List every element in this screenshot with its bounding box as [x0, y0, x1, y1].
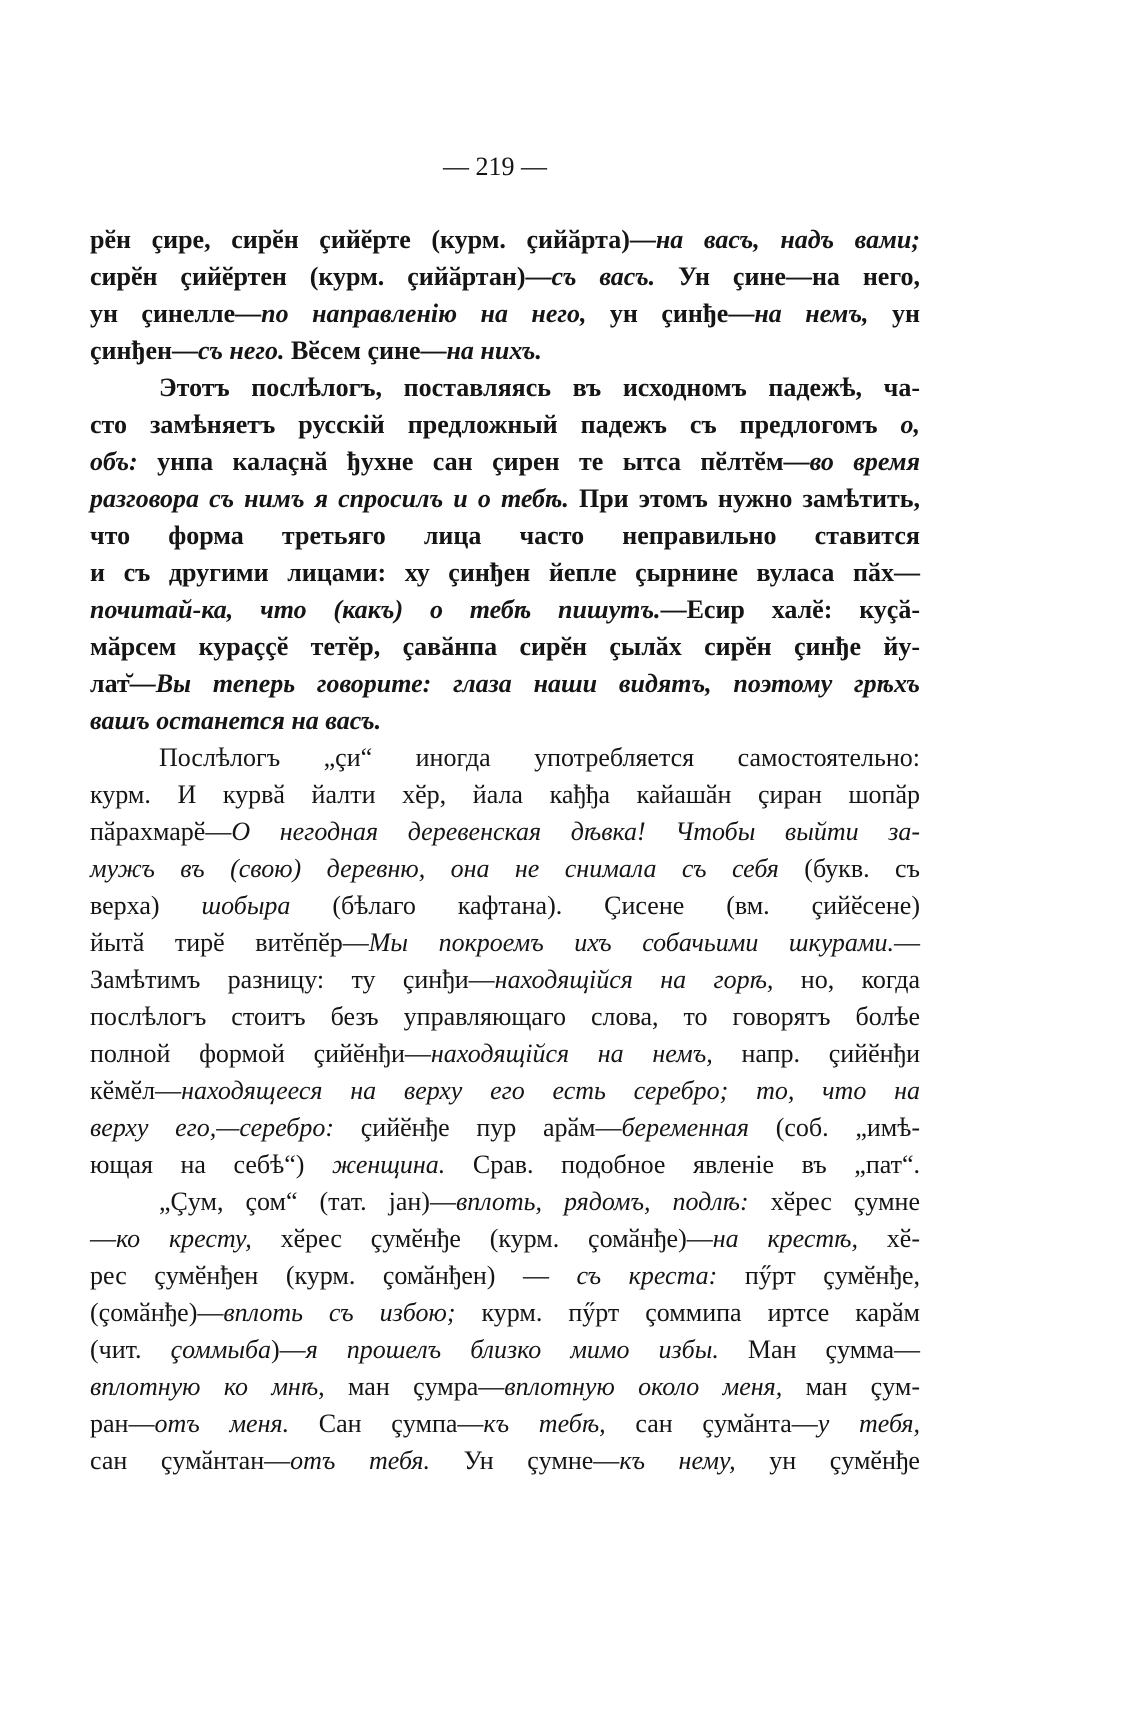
italic-gloss-run: разговора съ нимъ я спросилъ и о тебѣ.: [90, 484, 569, 513]
text-line: [90, 1294, 920, 1331]
body-text-run: хӗрес çумне: [748, 1187, 920, 1216]
body-text-run: верха): [90, 891, 202, 920]
italic-gloss-run: во время: [809, 447, 920, 476]
text-line: [90, 1257, 920, 1294]
text-line: [90, 702, 920, 739]
italic-gloss-run: съ него.: [198, 336, 285, 365]
text-line: [90, 591, 920, 628]
italic-gloss-run: на васъ, надъ вами;: [655, 225, 920, 254]
body-text-run: рӗн çире, сирӗн çийӗрте (курм. çийӑрта)—: [90, 225, 656, 254]
body-text-run: сто замѣняетъ русскій предложный падежъ съ предлогомъ: [90, 410, 901, 439]
body-text-run: При этомъ нужно замѣтить,: [568, 484, 920, 513]
text-line: [90, 332, 920, 369]
text-line: [90, 517, 920, 554]
body-text-run: ун çумӗнђе: [735, 1446, 920, 1475]
italic-gloss-run: я прошелъ близко мимо избы.: [305, 1335, 719, 1364]
body-text-run: ман çумра—: [324, 1372, 505, 1401]
body-text-run: хӗрес çумӗнђе (курм. çомӑнђе)—: [251, 1224, 713, 1253]
body-text-run: Ман çумма—: [718, 1335, 920, 1364]
italic-gloss-run: верху его,—серебро:: [90, 1113, 335, 1142]
text-line: [90, 443, 920, 480]
text-line: [90, 1035, 920, 1072]
body-text-run: курм. И курвӑ йалти хӗр, йала кађђа кайашӑн çиран шопӑр: [90, 780, 920, 809]
body-text-run: что форма третьяго лица часто неправильно ставится: [90, 521, 920, 550]
text-line: [90, 1183, 920, 1220]
text-line: [90, 739, 920, 776]
body-text-run: сан çумӑнтан—: [90, 1446, 291, 1475]
italic-gloss-run: çоммыба: [170, 1335, 272, 1364]
italic-gloss-run: съ васъ.: [551, 262, 656, 291]
text-line: [90, 1442, 920, 1479]
italic-gloss-run: на крестѣ,: [712, 1224, 858, 1253]
body-text-run: çийӗнђе пур арӑм—: [334, 1113, 622, 1142]
italic-gloss-run: объ:: [90, 447, 138, 476]
body-text-run: Ун çине—на него,: [655, 262, 921, 291]
body-text-run: напр. çийӗнђи: [712, 1039, 920, 1068]
body-text-run: сирӗн çийӗртен (курм. çийӑртан)—: [90, 262, 552, 291]
italic-gloss-run: отъ тебя.: [290, 1446, 430, 1475]
italic-gloss-run: отъ меня.: [154, 1409, 290, 1438]
italic-gloss-run: мужъ въ (свою) деревню, она не снимала съ себя: [90, 854, 779, 883]
italic-gloss-run: у тебя,: [817, 1409, 921, 1438]
body-text-run: рес çумӗнђен (курм. çомӑнђен) —: [90, 1261, 577, 1290]
body-text-run: —: [893, 928, 920, 957]
italic-gloss-run: находящійся на горѣ,: [494, 965, 774, 994]
page-body: [90, 221, 920, 1479]
italic-gloss-run: на нихъ.: [446, 336, 542, 365]
body-text-run: ющая на себѣ“): [90, 1150, 332, 1179]
paragraph: [90, 221, 920, 369]
paragraph: [90, 739, 920, 1183]
body-text-run: (чит.: [90, 1335, 171, 1364]
body-text-run: ун: [868, 299, 920, 328]
body-text-run: но, когда: [773, 965, 921, 994]
body-text-run: ун çинђе—: [586, 299, 755, 328]
italic-gloss-run: о,: [900, 410, 920, 439]
text-line: [90, 1220, 920, 1257]
text-line: [90, 665, 920, 702]
text-line: [90, 258, 920, 295]
body-text-run: Вӗсем çине—: [284, 336, 447, 365]
italic-gloss-run: къ нему,: [619, 1446, 736, 1475]
text-line: [90, 554, 920, 591]
italic-gloss-run: на немъ,: [754, 299, 869, 328]
text-line: [90, 961, 920, 998]
body-text-run: (соб. „имѣ-: [749, 1113, 920, 1142]
italic-gloss-run: къ тебѣ,: [483, 1409, 606, 1438]
body-text-run: (çомӑнђе)—: [90, 1298, 224, 1327]
italic-gloss-run: Вы теперь говорите: глаза наши видятъ, поэтому грѣхъ: [155, 669, 920, 698]
text-line: [90, 998, 920, 1035]
body-text-run: —Есир халӗ: куçӑ-: [660, 595, 921, 624]
body-text-run: —: [90, 1224, 116, 1253]
body-text-run: полной формой çийӗнђи—: [90, 1039, 431, 1068]
italic-gloss-run: по направленію на него,: [261, 299, 587, 328]
italic-gloss-run: находящійся на немъ,: [430, 1039, 713, 1068]
italic-gloss-run: вплоть, рядомъ, подлѣ:: [455, 1187, 749, 1216]
text-line: [90, 1109, 920, 1146]
body-text-run: пӳрт çумӗнђе,: [717, 1261, 920, 1290]
text-line: [90, 369, 920, 406]
body-text-run: послѣлогъ стоитъ безъ управляющаго слова, то говорятъ болѣе: [90, 1002, 920, 1031]
italic-gloss-run: Мы покроемъ ихъ собачьими шкурами.: [368, 928, 894, 957]
body-text-run: (букв. съ: [778, 854, 920, 883]
body-text-run: „Çум, çом“ (тат. јан)—: [159, 1187, 456, 1216]
text-line: [90, 924, 920, 961]
text-line: [90, 1405, 920, 1442]
italic-gloss-run: женщина.: [332, 1150, 446, 1179]
text-line: [90, 295, 920, 332]
body-text-run: ман çум-: [782, 1372, 920, 1401]
italic-gloss-run: беременная: [621, 1113, 750, 1142]
text-line: [90, 776, 920, 813]
text-line: [90, 628, 920, 665]
body-text-run: Этотъ послѣлогъ, поставляясь въ исходномъ падежѣ, ча-: [159, 373, 920, 402]
italic-gloss-run: О негодная деревенская дѣвка! Чтобы выйти за-: [231, 817, 920, 846]
body-text-run: кӗмӗл—: [90, 1076, 182, 1105]
italic-gloss-run: вплотную около меня,: [504, 1372, 783, 1401]
italic-gloss-run: вплоть съ избою;: [223, 1298, 456, 1327]
body-text-run: хӗ-: [857, 1224, 921, 1253]
text-line: [90, 221, 920, 258]
body-text-run: курм. пӳрт çоммипа иртсе карӑм: [455, 1298, 921, 1327]
paragraph: [90, 369, 920, 739]
italic-gloss-run: шобыра: [201, 891, 291, 920]
text-line: [90, 1146, 920, 1183]
text-line: [90, 850, 920, 887]
body-text-run: пӑрахмарӗ—: [90, 817, 232, 846]
text-line: [90, 1368, 920, 1405]
body-text-run: и съ другими лицами: ху çинђен йепле çырнине вуласа пӑх—: [90, 558, 920, 587]
text-line: [90, 480, 920, 517]
body-text-run: çинђен—: [90, 336, 198, 365]
italic-gloss-run: вашъ останется на васъ.: [90, 706, 382, 735]
italic-gloss-run: почитай-ка, что (какъ) о тебѣ пишутъ.: [90, 595, 661, 624]
body-text-run: (бѣлаго кафтана). Çисене (вм. çийӗсене): [290, 891, 920, 920]
paragraph: [90, 1183, 920, 1479]
body-text-run: )—: [271, 1335, 306, 1364]
body-text-run: Замѣтимъ разницу: ту çинђи—: [90, 965, 495, 994]
italic-gloss-run: вплотную ко мнѣ,: [90, 1372, 325, 1401]
body-text-run: мӑрсем кураççӗ тетӗр, çавӑнпа сирӗн çылӑх сирӗн çинђе йу-: [90, 632, 920, 661]
body-text-run: ун çинелле—: [90, 299, 262, 328]
text-line: [90, 813, 920, 850]
text-line: [90, 1072, 920, 1109]
italic-gloss-run: ко кресту,: [116, 1224, 252, 1253]
body-text-run: лат̆—: [90, 669, 156, 698]
text-line: [90, 406, 920, 443]
body-text-run: Ун çумне—: [430, 1446, 620, 1475]
body-text-run: ран—: [90, 1409, 155, 1438]
body-text-run: унпа калаçнӑ ђухне сан çирен те ытса пӗлтӗм—: [137, 447, 810, 476]
text-line: [90, 887, 920, 924]
page-number: — 219 —: [443, 152, 547, 181]
text-line: [90, 1331, 920, 1368]
body-text-run: сан çумӑнта—: [605, 1409, 818, 1438]
italic-gloss-run: находящееся на верху его есть серебро; то, что на: [181, 1076, 920, 1105]
body-text-run: Послѣлогъ „çи“ иногда употребляется самостоятельно:: [159, 743, 920, 772]
body-text-run: Срав. подобное явленіе въ „пат“.: [445, 1150, 920, 1179]
body-text-run: йытӑ тирӗ витӗпӗр—: [90, 928, 369, 957]
italic-gloss-run: съ креста:: [576, 1261, 718, 1290]
body-text-run: Сан çумпа—: [289, 1409, 484, 1438]
